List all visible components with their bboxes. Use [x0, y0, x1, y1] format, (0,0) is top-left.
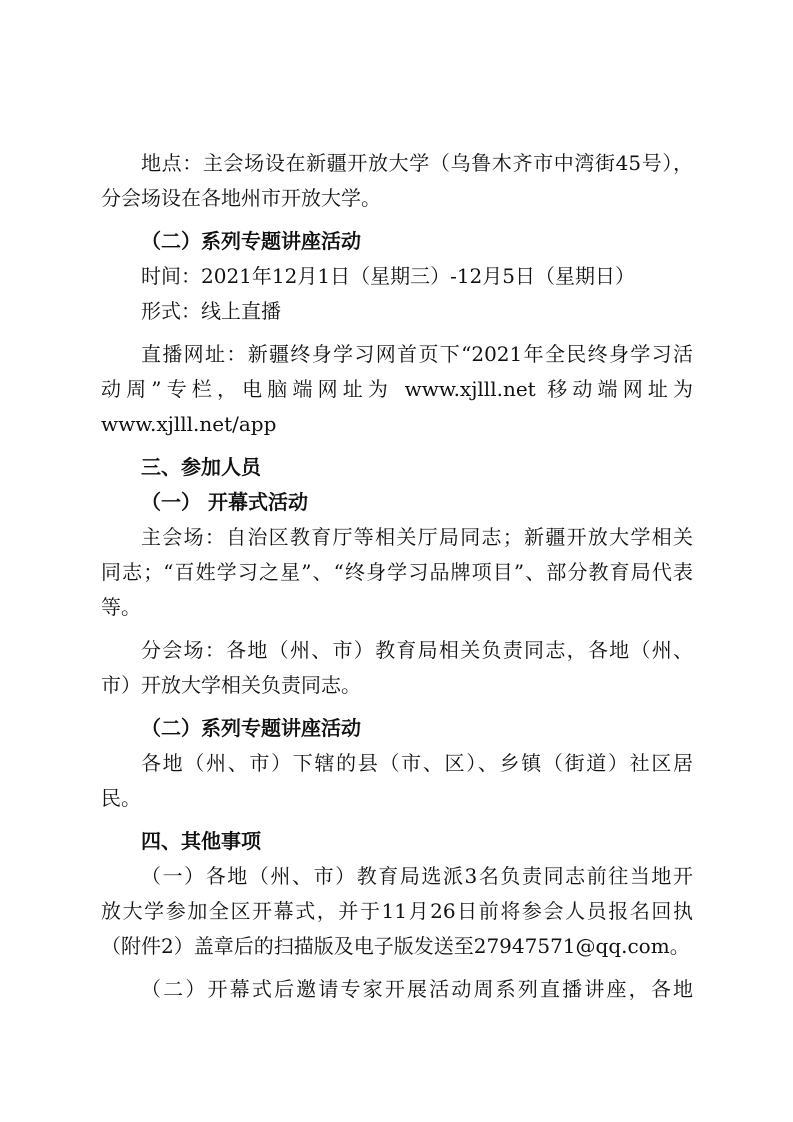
- item-1-line-1: （一）各地（州、市）教育局选派3名负责同志前往当地开: [141, 864, 693, 888]
- series-lecture-heading-2: （二）系列专题讲座活动: [141, 716, 361, 740]
- sub-venue-line-2: 市）开放大学相关负责同志。: [101, 673, 361, 697]
- item-1-line-2: 放大学参加全区开幕式，并于11月26日前将参会人员报名回执: [101, 899, 693, 923]
- item-2-line-1: （二）开幕式后邀请专家开展活动周系列直播讲座，各地: [141, 977, 693, 1001]
- time-line: 时间：2021年12月1日（星期三）-12月5日（星期日）: [141, 264, 636, 288]
- residents-line-1: 各地（州、市）下辖的县（市、区）、乡镇（街道）社区居: [141, 751, 693, 775]
- form-line: 形式：线上直播: [141, 299, 281, 323]
- item-1-line-3: （附件2）盖章后的扫描版及电子版发送至27947571@qq.com。: [101, 934, 690, 958]
- opening-ceremony-heading: （一） 开幕式活动: [141, 490, 308, 514]
- venue-line-1: 地点：主会场设在新疆开放大学（乌鲁木齐市中湾街45号），: [141, 151, 693, 175]
- section-participants-heading: 三、参加人员: [141, 455, 261, 479]
- url-line-1: 直播网址：新疆终身学习网首页下“2021年全民终身学习活: [141, 342, 693, 366]
- section-other-matters-heading: 四、其他事项: [141, 829, 261, 853]
- url-line-3: www.xjlll.net/app: [101, 412, 277, 436]
- sub-venue-line-1: 分会场：各地（州、市）教育局相关负责同志，各地（州、: [141, 638, 693, 662]
- series-lecture-heading-1: （二）系列专题讲座活动: [141, 229, 361, 253]
- main-venue-line-1: 主会场：自治区教育厅等相关厅局同志；新疆开放大学相关: [141, 525, 693, 549]
- url-line-2: 动周”专栏，电脑端网址为 www.xjlll.net 移动端网址为: [101, 377, 693, 401]
- main-venue-line-3: 等。: [101, 595, 141, 619]
- main-venue-line-2: 同志；“百姓学习之星”、“终身学习品牌项目”、部分教育局代表: [101, 560, 693, 584]
- residents-line-2: 民。: [101, 786, 141, 810]
- venue-line-2: 分会场设在各地州市开放大学。: [101, 186, 381, 210]
